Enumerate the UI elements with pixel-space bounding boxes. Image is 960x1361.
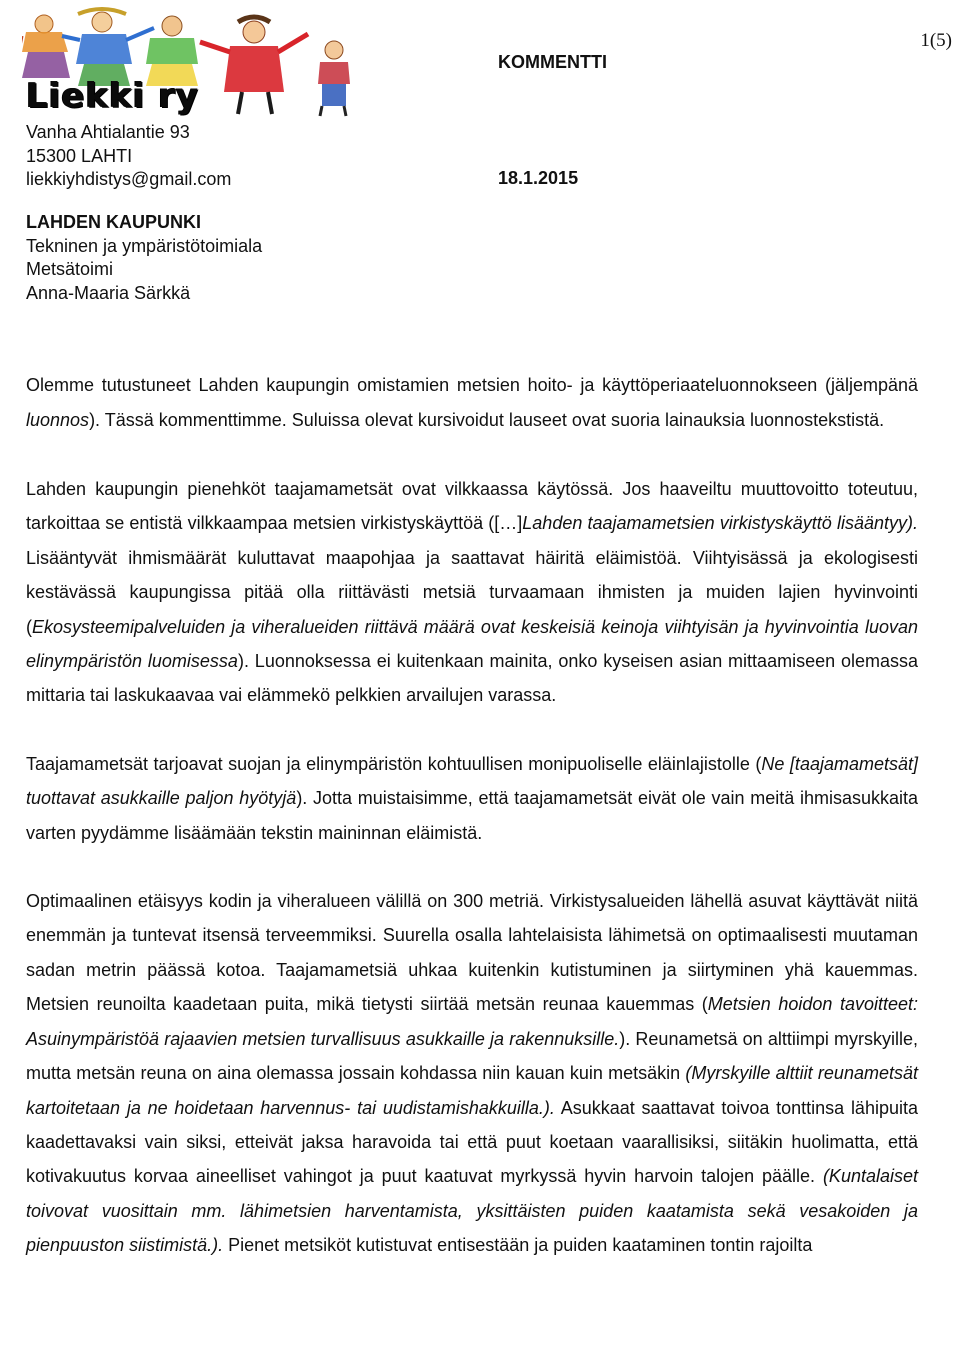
quoted-text: Ne [taajamametsät] tuottavat asukkaille paljon hyötyjä [26, 753, 918, 809]
logo-text: Liekki ry [26, 76, 200, 116]
page-number: 1(5) [920, 30, 952, 51]
document-type: KOMMENTTI [498, 52, 607, 72]
paragraph-text: ). Jotta muistaisimme, että taajamametsät eivät ole vain meitä ihmisasukkaita varten pyydämme lisäämään tekstin maininnan eläimistä. [26, 788, 918, 843]
paragraph [26, 472, 918, 713]
sender-address [26, 121, 231, 192]
quoted-text: Ekosysteemipalveluiden ja viheralueiden riittävä määrä ovat keskeisiä keinoja viihtyisän ja hyvinvointia luovan elinympäristön luomisessa [26, 616, 918, 672]
paragraph-text: ). Reunametsä on alttiimpi myrskyille, mutta metsän reuna on aina olemassa jossain kohdassa niin kauan kuin metsäkin [26, 1028, 919, 1084]
paragraph [26, 747, 918, 850]
quoted-text: (Kuntalaiset toivovat vuosittain mm. lähimetsien harventamista, yksittäisten puiden kaatamista sekä vesakoiden ja pienpuuston siistimistä.). [26, 1166, 918, 1256]
recipient-unit: Metsätoimi [26, 259, 114, 279]
paragraph-text: Pienet metsiköt kutistuvat entisestään ja puiden kaataminen tontin rajoilta [223, 1235, 813, 1256]
recipient-org: LAHDEN KAUPUNKI [26, 212, 201, 232]
paragraph-text: Taajamametsät tarjoavat suojan ja elinympäristön kohtuullisen monipuoliselle eläinlajistolle ( [26, 753, 762, 774]
quoted-text: luonnos [26, 410, 90, 430]
paragraph-text: ). Tässä kommenttimme. Suluissa olevat kursivoidut lauseet ovat suoria lainauksia luonnostekstistä. [89, 410, 885, 430]
recipient-address [26, 211, 262, 305]
quoted-text: (Myrskyille alttiit reunametsät kartoitetaan ja ne hoidetaan harvennus- tai uudistamishakkuilla.). [26, 1063, 918, 1118]
paragraph-text: ). Luonnoksessa ei kuitenkaan mainita, onko kyseisen asian mittaamiseen olemassa mittaria tai laskukaavaa vai elämmekö pelkkien arvailujen varassa. [26, 651, 918, 706]
recipient-person: Anna-Maaria Särkkä [26, 282, 191, 303]
paragraph-text: Olemme tutustuneet Lahden kaupungin omistamien metsien hoito- ja käyttöperiaateluonnokseen (jäljempänä [26, 375, 918, 395]
paragraph-text: Lisääntyvät ihmismäärät kuluttavat maapohjaa ja saattavat häiritä eläimistöä. Viihtyisässä ja ekologisesti kestävässä kaupungissa pitää olla riittävästi metsiä turvaamaan ihmisten ja muiden lajien hyvinvointi ( [26, 547, 918, 637]
document-body [26, 368, 918, 1297]
paragraph-text: Optimaalinen etäisyys kodin ja viheralueen välillä on 300 metriä. Virkistysalueiden lähellä asuvat käyttävät niitä enemmän ja tuntevat itsensä terveemmiksi. Suurella osalla lahtelaisista lähimetsä on optimaalisesti muutaman sadan metrin päässä kotoa. Taajamametsiä uhkaa kuitenkin kutistuminen ja siirtyminen yhä kauemmas. Metsien reunoilta kaadetaan puita, mikä tietysti siirtää metsän reunaa kauemmas ( [26, 891, 918, 1015]
paragraph-text: Lahden kaupungin pienehköt taajamametsät ovat vilkkaassa käytössä. Jos haaveiltu muuttovoitto toteutuu, tarkoittaa se entistä vilkkaampaa metsien virkistyskäyttöä ([…] [26, 479, 918, 534]
sender-email: liekkiyhdistys@gmail.com [26, 169, 232, 189]
quoted-text: Lahden taajamametsien virkistyskäyttö lisääntyy). [522, 513, 918, 534]
paragraph [26, 884, 918, 1262]
recipient-dept: Tekninen ja ympäristötoimiala [26, 235, 263, 256]
sender-postal: 15300 LAHTI [26, 145, 133, 166]
quoted-text: Metsien hoidon tavoitteet: Asuinympäristöä rajaavien metsien turvallisuus asukkaille ja rakennuksille. [26, 994, 918, 1049]
document-date: 18.1.2015 [498, 168, 579, 188]
paragraph [26, 368, 918, 438]
sender-street: Vanha Ahtialantie 93 [26, 122, 190, 142]
paragraph-text: Asukkaat saattavat toivoa tonttinsa lähipuita kaadettavaksi vain siksi, etteivät jaksa haravoida tai että puut koetaan vaarallisiksi, siitäkin huolimatta, että kotivakuutus korvaa aineelliset vahingot ja puut kaatuvat myrkyssä hyvin harvoin talojen päälle. [26, 1097, 918, 1187]
